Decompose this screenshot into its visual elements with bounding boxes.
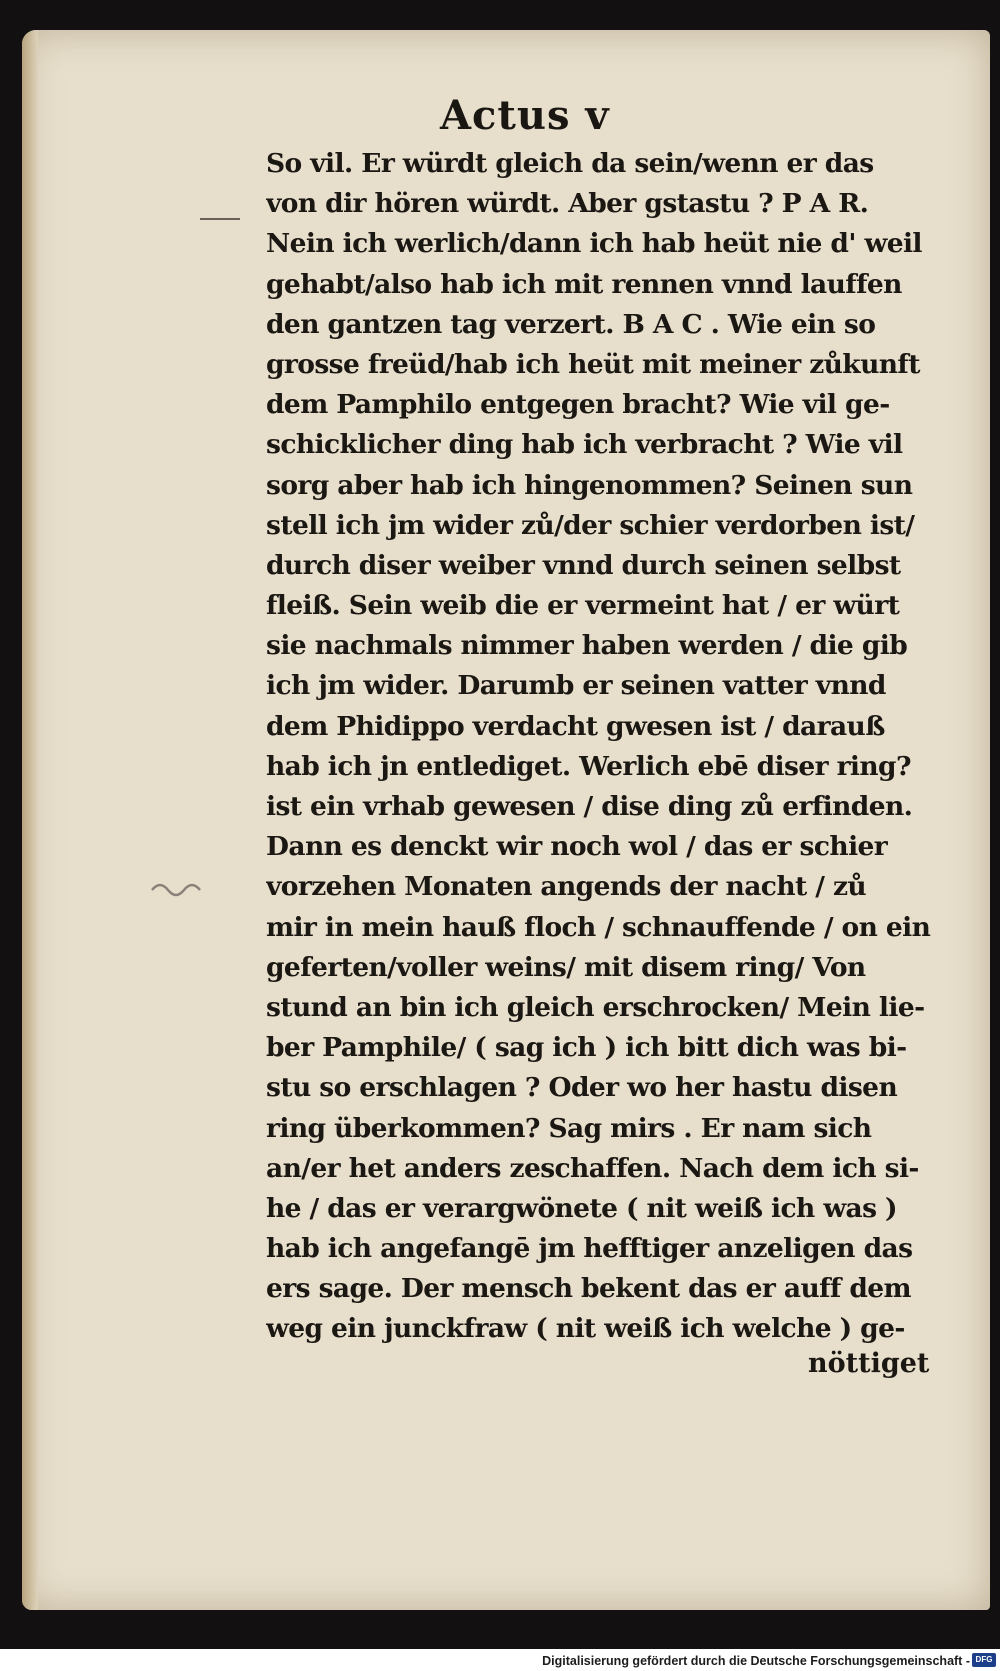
text-line: Nein ich werlich/dann ich hab heüt nie d' weil: [266, 228, 922, 260]
text-line: sorg aber hab ich hingenommen? Seinen sun: [266, 469, 913, 501]
text-line: ich jm wider. Darumb er seinen vatter vnnd: [266, 670, 886, 702]
text-line: Dann es denckt wir noch wol / das er schier: [266, 831, 888, 863]
text-line: vorzehen Monaten angends der nacht / zů: [266, 871, 867, 903]
footer-credit: Digitalisierung gefördert durch die Deutsche Forschungsgemeinschaft -: [542, 1654, 970, 1668]
text-line: gehabt/also hab ich mit rennen vnnd lauffen: [266, 268, 902, 300]
text-line: schicklicher ding hab ich verbracht ? Wie vil: [266, 429, 903, 461]
text-line: dem Phidippo verdacht gwesen ist / darauß: [266, 710, 885, 742]
text-line: sie nachmals nimmer haben werden / die gib: [266, 630, 908, 662]
dfg-logo: DFG: [972, 1653, 996, 1667]
text-line: fleiß. Sein weib die er vermeint hat / er würt: [266, 590, 900, 622]
text-line: durch diser weiber vnnd durch seinen selbst: [266, 549, 901, 581]
text-line: von dir hören würdt. Aber gstastu ? P A R.: [266, 188, 869, 220]
text-line: den gantzen tag verzert. B A C . Wie ein so: [266, 308, 876, 340]
text-line: stell ich jm wider zů/der schier verdorben ist/: [266, 509, 915, 541]
text-line: stund an bin ich gleich erschrocken/ Mein lie-: [266, 991, 925, 1023]
running-head: Actus v: [440, 92, 610, 139]
text-line: geferten/voller weins/ mit disem ring/ Von: [266, 951, 866, 983]
text-line: an/er het anders zeschaffen. Nach dem ich si-: [266, 1152, 919, 1184]
catchword: nöttiget: [808, 1348, 930, 1379]
text-line: ring überkommen? Sag mirs . Er nam sich: [266, 1112, 872, 1144]
text-line: he / das er verargwönete ( nit weiß ich was ): [266, 1192, 897, 1224]
text-line: mir in mein hauß floch / schnauffende / on ein: [266, 911, 931, 943]
text-line: ist ein vrhab gewesen / dise ding zů erfinden.: [266, 791, 913, 822]
text-line: stu so erschlagen ? Oder wo her hastu disen: [266, 1072, 898, 1104]
text-line: ber Pamphile/ ( sag ich ) ich bitt dich was bi-: [266, 1032, 907, 1064]
text-line: grosse freüd/hab ich heüt mit meiner zůkunft: [266, 348, 920, 380]
page-gutter-edge: [22, 30, 38, 1610]
text-line: hab ich angefangē jm hefftiger anzeligen das: [266, 1233, 913, 1265]
text-line: hab ich jn entlediget. Werlich ebē diser ring?: [266, 750, 911, 782]
body-text: [266, 144, 931, 1350]
margin-squiggle-mark: [150, 878, 210, 898]
text-line: So vil. Er würdt gleich da sein/wenn er das: [266, 148, 874, 179]
footer-bar: [0, 1649, 1000, 1671]
text-line: dem Pamphilo entgegen bracht? Wie vil ge-: [266, 389, 890, 421]
text-line: weg ein junckfraw ( nit weiß ich welche ) ge-: [266, 1313, 905, 1345]
text-line: ers sage. Der mensch bekent das er auff dem: [266, 1273, 911, 1305]
margin-mark: [200, 218, 240, 220]
